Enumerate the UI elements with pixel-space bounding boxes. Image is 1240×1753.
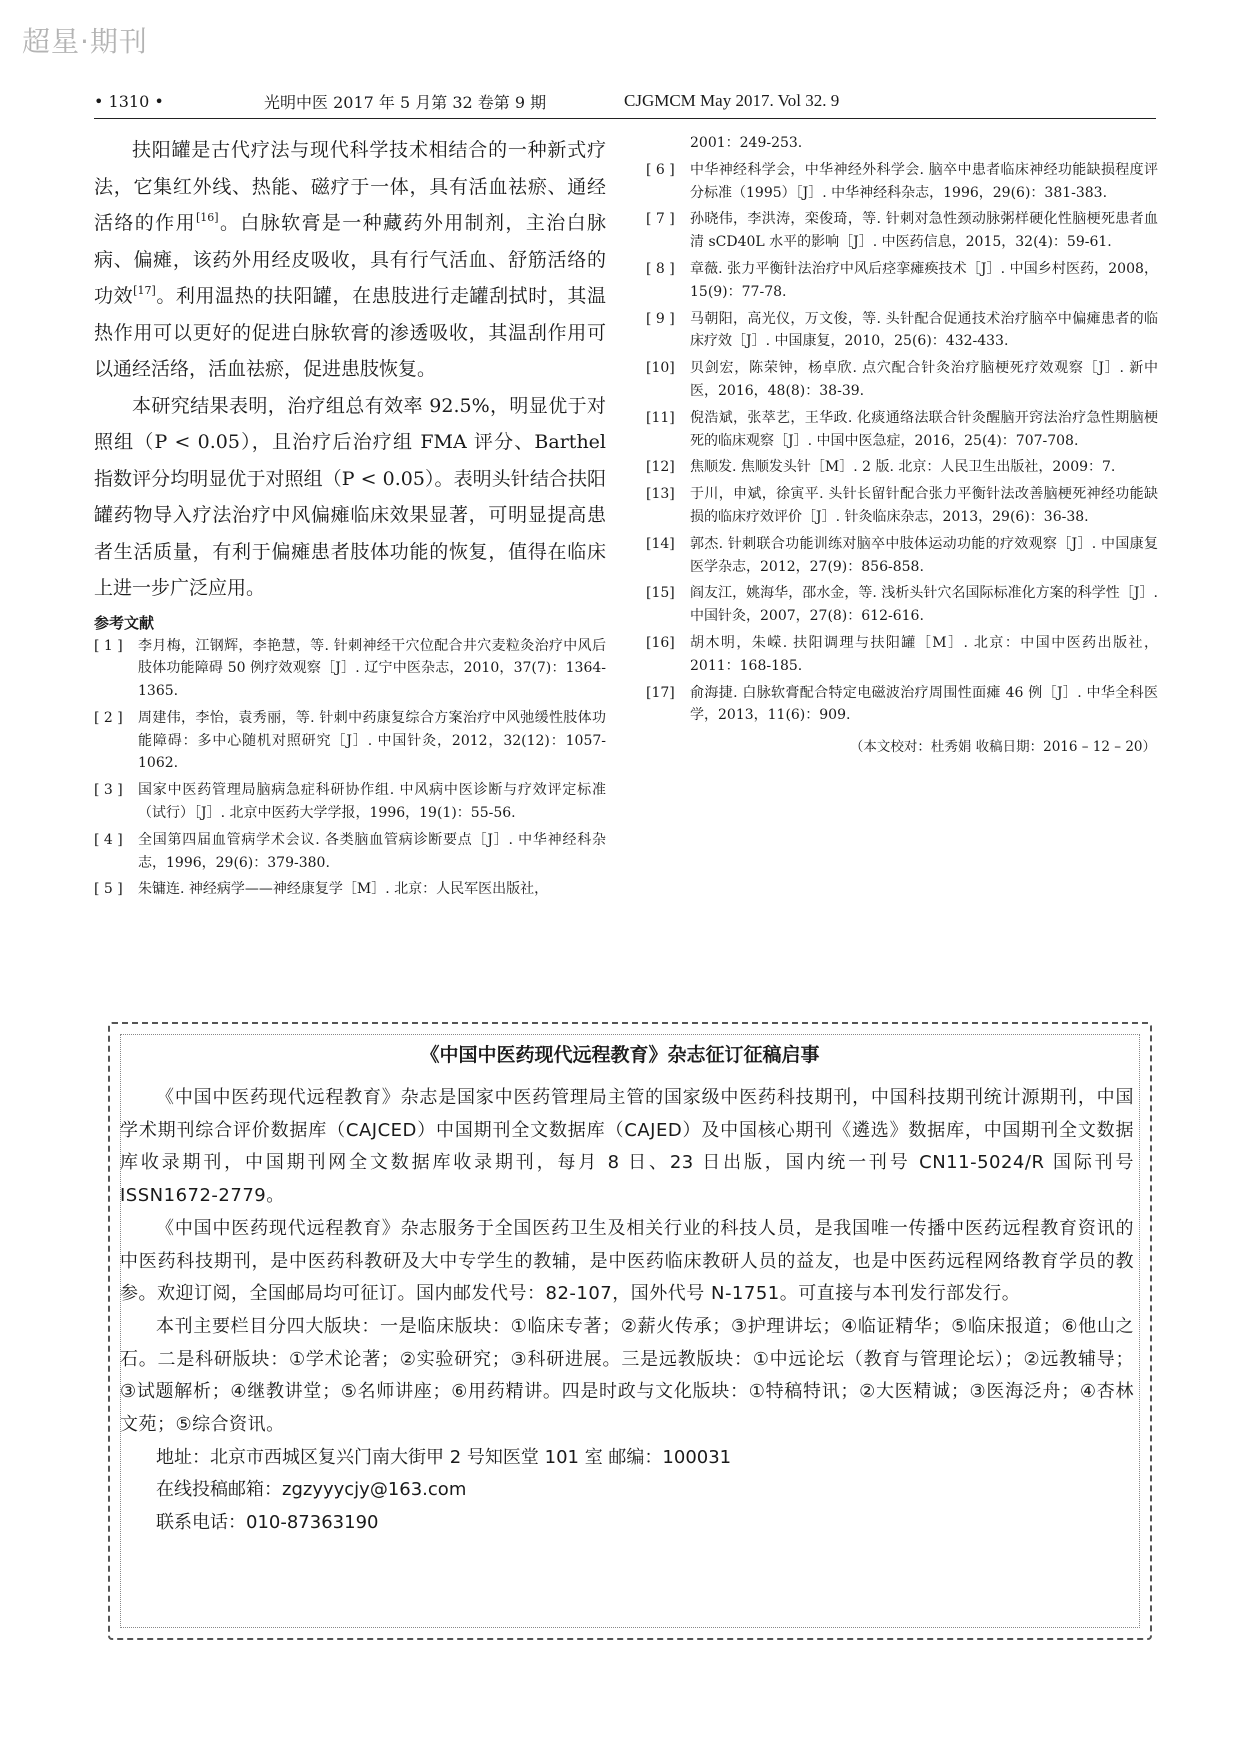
reference-number: [12] <box>646 459 675 476</box>
notice-title: 《中国中医药现代远程教育》杂志征订征稿启事 <box>420 1044 820 1066</box>
reference-item <box>646 582 1158 628</box>
reference-number: [13] <box>646 486 675 503</box>
reference-number: [10] <box>646 360 675 377</box>
notice-address: 地址：北京市西城区复兴门南大街甲 2 号知医堂 101 室 邮编：100031 <box>156 1446 732 1468</box>
reference-item <box>646 208 1158 254</box>
reference-5-continuation: 2001：249-253. <box>690 135 803 151</box>
reference-text: 朱镛连. 神经病学——神经康复学［M］. 北京：人民军医出版社， <box>138 881 549 898</box>
text-span: 。白脉软膏是一种藏药外用制剂，主治白脉病、偏瘫，该药外用经皮吸收，具有行气活血、舒筋活络的功效 <box>94 212 606 307</box>
right-column <box>646 132 1158 755</box>
proof-and-received-date: （本文校对：杜秀娟 收稿日期：2016 – 12 – 20） <box>849 739 1156 756</box>
text-span: 。利用温热的扶阳罐，在患肢进行走罐刮拭时，其温热作用可以更好的促进白脉软膏的渗透吸收，其温刮作用可以通经活络，活血祛瘀，促进患肢恢复。 <box>94 285 606 380</box>
reference-text: 贝剑宏，陈荣钟，杨卓欣. 点穴配合针灸治疗脑梗死疗效观察［J］. 新中医，2016，48(8)：38-39. <box>690 360 1158 399</box>
header-rule <box>94 118 1156 119</box>
reference-number: [ 1 ] <box>94 637 123 654</box>
reference-item <box>646 308 1158 354</box>
reference-text: 孙晓伟，李洪涛，栾俊琦，等. 针刺对急性颈动脉粥样硬化性脑梗死患者血清 sCD40L 水平的影响［J］. 中医药信息，2015，32(4)：59-61. <box>690 211 1158 251</box>
journal-title-en: CJGMCM May 2017. Vol 32. 9 <box>624 91 840 110</box>
reference-number: [11] <box>646 409 675 426</box>
reference-item <box>646 159 1158 205</box>
notice-paragraph-1: 《中国中医药现代远程教育》杂志是国家中医药管理局主管的国家级中医药科技期刊，中国科技期刊统计源期刊，中国学术期刊综合评价数据库（CAJCED）中国期刊全文数据库（CAJED）及中国核心期刊《遴选》数据库，中国期刊全文数据库收录期刊，中国期刊网全文数据库收录期刊，每月 8 日、23 日出版，国内统一刊号 CN11-5024/R 国际刊号 ISSN1672-2779。 <box>120 1087 1134 1207</box>
reference-number: [ 5 ] <box>94 881 123 898</box>
watermark: 超星·期刊 <box>22 25 148 58</box>
reference-text: 郭杰. 针刺联合功能训练对脑卒中肢体运动功能的疗效观察［J］. 中国康复医学杂志，2012，27(9)：856-858. <box>690 535 1158 575</box>
notice-phone: 联系电话：010-87363190 <box>156 1512 379 1534</box>
reference-item <box>94 707 606 775</box>
reference-text: 中华神经科学会，中华神经外科学会. 脑卒中患者临床神经功能缺损程度评分标准（1995）［J］. 中华神经科杂志，1996，29(6)：381-383. <box>690 161 1158 201</box>
reference-number: [ 8 ] <box>646 260 675 277</box>
reference-number: [14] <box>646 535 675 552</box>
reference-item <box>94 878 606 901</box>
reference-number: [15] <box>646 585 675 602</box>
reference-text: 阎友江，姚海华，邵水金，等. 浅析头针穴名国际标准化方案的科学性［J］. 中国针灸，2007，27(8)：612-616. <box>690 585 1158 625</box>
reference-item <box>94 779 606 825</box>
reference-number: [ 3 ] <box>94 782 123 799</box>
reference-item <box>94 635 606 703</box>
notice-email[interactable]: 在线投稿邮箱：zgzyyycjy@163.com <box>156 1479 467 1501</box>
reference-text: 倪浩斌，张萃艺，王华政. 化痰通络法联合针灸醒脑开窍法治疗急性期脑梗死的临床观察［J］. 中国中医急症，2016，25(4)：707-708. <box>690 409 1158 449</box>
reference-item <box>646 682 1158 728</box>
reference-text: 焦顺发. 焦顺发头针［M］. 2 版. 北京：人民卫生出版社，2009：7. <box>690 459 1116 476</box>
reference-text: 国家中医药管理局脑病急症科研协作组. 中风病中医诊断与疗效评定标准（试行）［J］. 北京中医药大学学报，1996，19(1)：55-56. <box>138 782 606 822</box>
reference-number: [ 6 ] <box>646 161 675 178</box>
reference-number: [ 7 ] <box>646 211 675 228</box>
reference-text: 全国第四届血管病学术会议. 各类脑血管病诊断要点［J］. 中华神经科杂志，1996，29(6)：379-380. <box>138 831 606 871</box>
reference-item <box>646 357 1158 403</box>
reference-text: 章薇. 张力平衡针法治疗中风后痉挛瘫痪技术［J］. 中国乡村医药，2008，15(9)：77-78. <box>690 260 1158 300</box>
reference-text: 胡木明，朱嵘. 扶阳调理与扶阳罐［M］. 北京：中国中医药出版社，2011：168-185. <box>690 634 1158 674</box>
text-span: 扶阳罐是古代疗法与现代科学技术相结合的一种新式疗法，它集红外线、热能、磁疗于一体，具有活血祛瘀、通经活络的作用 <box>94 139 606 234</box>
page-number: • 1310 • <box>94 91 164 111</box>
reference-item <box>646 533 1158 579</box>
journal-title-cn: 光明中医 2017 年 5 月第 32 卷第 9 期 <box>264 92 547 112</box>
notice-paragraph-2: 《中国中医药现代远程教育》杂志服务于全国医药卫生及相关行业的科技人员，是我国唯一传播中医药远程教育资讯的中医药科技期刊，是中医药科教研及大中专学生的教辅，是中医药临床教研人员的益友，也是中医药远程网络教育学员的教参。欢迎订阅，全国邮局均可征订。国内邮发代号：82-107，国外代号 N-1751。可直接与本刊发行部发行。 <box>120 1217 1134 1305</box>
citation-17: [17] <box>133 284 156 297</box>
reference-text: 李月梅，江钢辉，李艳慧，等. 针刺神经干穴位配合井穴麦粒灸治疗中风后肢体功能障碍 50 例疗效观察［J］. 辽宁中医杂志，2010，37(7)：1364-1365. <box>138 637 606 700</box>
reference-item <box>646 456 1158 479</box>
notice-paragraph-3: 本刊主要栏目分四大版块：一是临床版块：①临床专著；②薪火传承；③护理讲坛；④临证精华；⑤临床报道；⑥他山之石。二是科研版块：①学术论著；②实验研究；③科研进展。三是远教版块：①中远论坛（教育与管理论坛）；②远教辅导；③试题解析；④继教讲堂；⑤名师讲座；⑥用药精讲。四是时政与文化版块：①特稿特讯；②大医精诚；③医海泛舟；④杏林文苑；⑤综合资讯。 <box>120 1315 1134 1436</box>
reference-number: [17] <box>646 684 675 701</box>
reference-text: 周建伟，李怡，袁秀丽，等. 针刺中药康复综合方案治疗中风弛缓性肢体功能障碍：多中心随机对照研究［J］. 中国针灸，2012，32(12)：1057-1062. <box>138 709 606 772</box>
reference-number: [ 9 ] <box>646 310 675 327</box>
references-list-left <box>94 635 606 902</box>
reference-number: [16] <box>646 634 675 651</box>
reference-item <box>646 632 1158 678</box>
reference-item <box>646 407 1158 453</box>
references-heading: 参考文献 <box>94 613 155 632</box>
reference-text: 马朝阳，高光仪，万文俊，等. 头针配合促通技术治疗脑卒中偏瘫患者的临床疗效［J］. 中国康复，2010，25(6)：432-433. <box>690 310 1158 350</box>
body-paragraph-1 <box>94 132 606 388</box>
reference-number: [ 4 ] <box>94 831 123 848</box>
references-list-right <box>646 159 1158 727</box>
reference-text: 俞海捷. 白脉软膏配合特定电磁波治疗周围性面瘫 46 例［J］. 中华全科医学，2013，11(6)：909. <box>690 684 1158 724</box>
reference-text: 于川，申斌，徐寅平. 头针长留针配合张力平衡针法改善脑梗死神经功能缺损的临床疗效评价［J］. 针灸临床杂志，2013，29(6)：36-38. <box>690 486 1158 525</box>
reference-item <box>646 483 1158 529</box>
left-column <box>94 132 606 905</box>
reference-number: [ 2 ] <box>94 709 123 726</box>
reference-item <box>94 829 606 875</box>
running-header <box>94 86 1156 116</box>
notice-body <box>120 1082 1134 1540</box>
citation-16: [16] <box>195 211 219 224</box>
body-paragraph-2: 本研究结果表明，治疗组总有效率 92.5%，明显优于对照组（P < 0.05），且治疗后治疗组 FMA 评分、Barthel 指数评分均明显优于对照组（P < 0.05）。表明头针结合扶阳罐药物导入疗法治疗中风偏瘫临床效果显著，可明显提高患者生活质量，有利于偏瘫患者肢体功能的恢复，值得在临床上进一步广泛应用。 <box>94 394 606 599</box>
reference-item <box>646 258 1158 304</box>
